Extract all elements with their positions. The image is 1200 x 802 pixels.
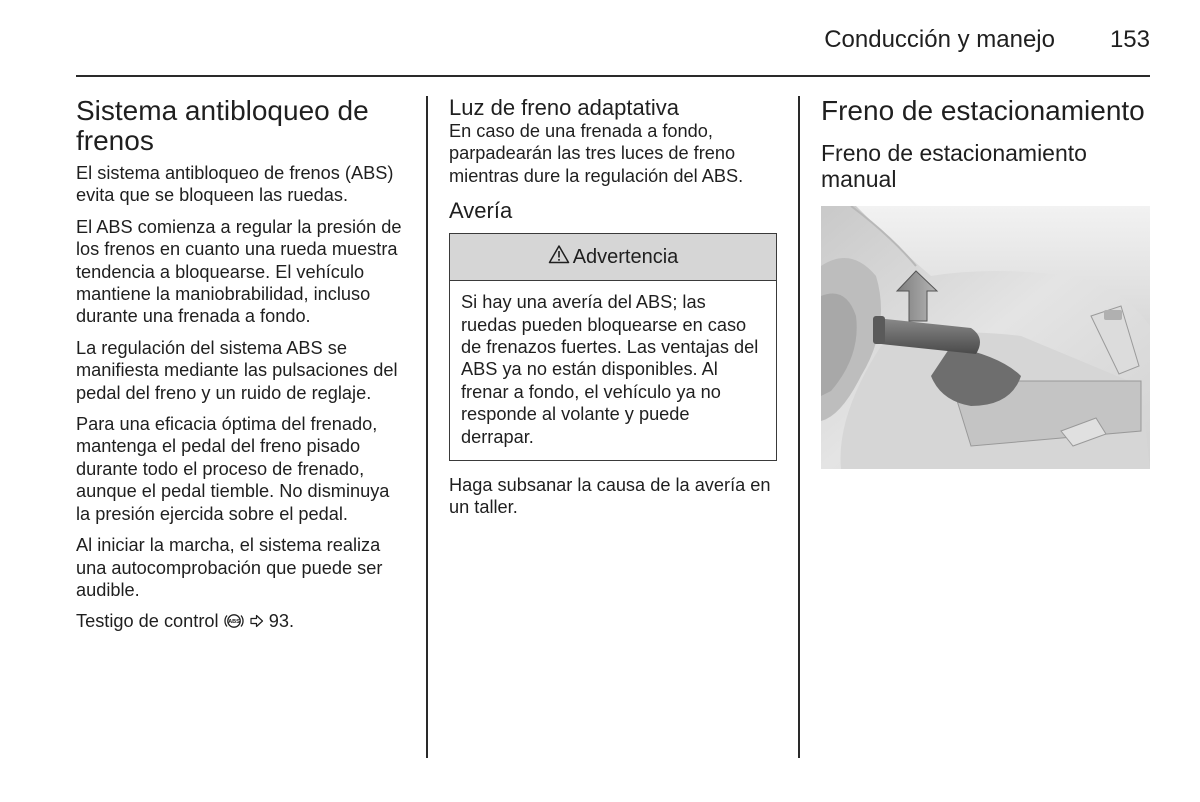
warning-triangle-icon <box>548 244 570 270</box>
paragraph: La regulación del sistema ABS se manifiesta mediante las pulsaciones del pedal del freno y un ruido de reglaje. <box>76 337 398 403</box>
header-divider <box>76 75 1150 77</box>
abs-section <box>76 96 406 633</box>
page-reference-arrow-icon <box>249 611 264 625</box>
section-heading-fault: Avería <box>449 198 513 224</box>
section-heading-abs: Sistema antibloqueo de frenos <box>76 95 369 156</box>
brake-light-section <box>449 96 777 519</box>
warning-title: Advertencia <box>572 245 679 268</box>
abs-icon <box>224 612 244 630</box>
paragraph: El sistema antibloqueo de frenos (ABS) evita que se bloqueen las ruedas. <box>76 163 394 206</box>
control-light-reference <box>76 610 406 632</box>
parking-brake-section <box>821 96 1150 192</box>
control-light-page-ref[interactable]: 93. <box>268 611 295 632</box>
page-number: 153 <box>1109 26 1150 53</box>
column-divider <box>426 96 428 758</box>
paragraph: El ABS comienza a regular la presión de los frenos en cuanto una rueda muestra tendencia a bloquearse. El vehículo mantiene la maniobrabilidad, incluso durante una frenada a fondo. <box>76 216 402 327</box>
paragraph: Para una eficacia óptima del frenado, mantenga el pedal del freno pisado durante todo el proceso de frenado, aunque el pedal tiemble. No disminuya la presión ejercida sobre el pedal. <box>76 414 390 524</box>
chapter-title: Conducción y manejo <box>824 26 1055 53</box>
paragraph: Al iniciar la marcha, el sistema realiza una autocomprobación que puede ser audible. <box>76 535 383 600</box>
control-light-label: Testigo de control <box>76 611 219 632</box>
svg-text:ABS: ABS <box>227 619 240 626</box>
warning-header <box>450 234 776 281</box>
parking-brake-lever-photo <box>821 206 1150 469</box>
column-divider <box>798 96 800 758</box>
section-heading-brake-light: Luz de freno adaptativa <box>449 95 679 120</box>
subsection-heading-manual-brake: Freno de estacionamiento manual <box>821 140 1087 192</box>
section-heading-parking-brake: Freno de estacionamiento <box>821 95 1145 126</box>
paragraph: Haga subsanar la causa de la avería en un taller. <box>449 475 771 518</box>
warning-box <box>449 233 777 461</box>
warning-text: Si hay una avería del ABS; las ruedas pueden bloquearse en caso de frenazos fuertes. Las ventajas del ABS ya no están disponibles. Al frenar a fondo, el vehículo ya no responde al volante y puede derrapar. <box>461 292 759 447</box>
paragraph: En caso de una frenada a fondo, parpadearán las tres luces de freno mientras dure la regulación del ABS. <box>449 121 744 186</box>
